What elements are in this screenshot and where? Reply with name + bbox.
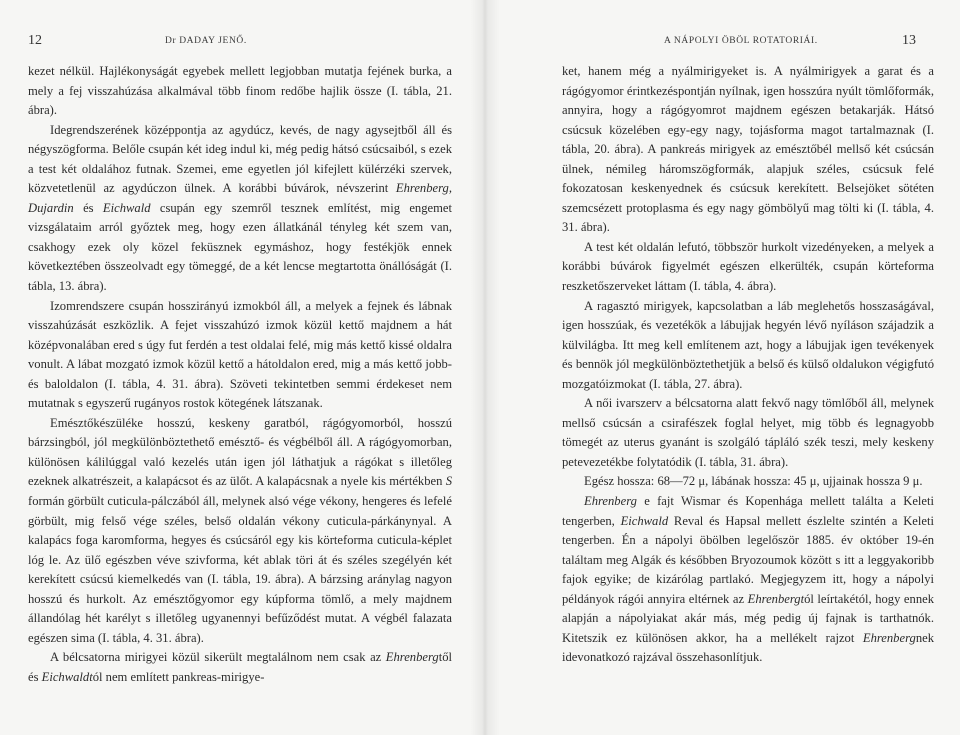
text-run: csupán egy szemről tesznek említést, mig engemet vizsgálataim arról győztek meg, hogy ezen állatkánál tényleg két szem van, csakhogy ezek oly közel feküsznek egymáshoz, hogy festékjök ennek következtében összeolvadt egy tömeggé, de a két lencse megtartotta önállóságát (I. tábla, 13. ábra). [28,200,453,294]
text-run: Idegrendszerének középpontja az agydúcz, kevés, de nagy agysejtből áll és négyszögforma. Belőle csupán két ideg indul ki, még pedig hátsó csúcsaiból, s ezek a test két oldalához futnak. Szemei, eme egyetlen jól kifejlett külérzéki szervek, közvetetlenül az agydúczon ülnek. A korábbi búvárok, névszerint [28,122,452,196]
italic-name: S [445,474,452,489]
text-run: ól nem említett pankreas-mirigye- [92,669,265,684]
running-head: A NÁPOLYI ÖBÖL ROTATORIÁI. [664,36,818,46]
text-run: Izomrendszere csupán hosszirányú izmokból áll, a melyek a fejnek és lábnak visszahúzását eszközlik. A fejet visszahúzó izmok közül kettő majdnem a hát középvonalában ered s úgy fut ferdén a test oldalai felé, mig más kettő kissé oldalra vonult. A lábat mozgató izmok közül kettő a hátoldalon ered, mig a más kettő jobb- és baloldalon (I. tábla, 4. 31. ábra). Szöveti tekintetben semmi érdekeset nem mutatnak s egyszerű rugányos rostok kötegének látszanak. [28,298,452,411]
paragraph [562,492,934,668]
book-gutter [470,0,500,735]
text-run: A női ivarszerv a bélcsatorna alatt fekvő nagy tömlőből áll, melynek mellső csúcsán a csirafészek foglal helyet, mig több és legnagyobb tömegét az uterus gyanánt is szolgáló tápláló szék teszi, mely keskeny petevezetékbe folytatódik (I. tábla, 31. ábra). [562,396,934,469]
paragraph [28,297,452,414]
page-number: 12 [28,33,42,48]
italic-name: Ehrenberg [584,494,637,509]
paragraph [28,648,452,687]
page-number: 13 [902,33,916,48]
paragraph [562,62,934,238]
text-run: Egész hossza: 68—72 μ, lábának hossza: 45 μ, ujjainak hossza 9 μ. [584,474,923,489]
text-run: e fajt Wismar és Kopenhága mellett találta a Keleti tengerben, [562,494,934,528]
text-run: Emésztőkészüléke hosszú, keskeny garatból, rágógyomorból, hosszú bárzsingból, jól megkülönböztethető emésztő- és végbélből áll. A rágógyomorban, különösen kálilúggal való kezelés után igen jól láthatjuk a rágókat s illetőleg ezeknek alkatrészeit, a kalapácsot és az ülőt. A kalapácsnak a nyele kis mértékben [28,415,452,489]
paragraph [562,394,934,472]
italic-name: Eichwald [620,513,669,528]
paragraph [28,62,452,121]
text-run: nek idevonatkozó rajzával összehasonlítjuk. [562,630,934,665]
paragraph [562,297,934,395]
italic-name: Ehrenberg [862,630,916,645]
body-text [562,62,934,668]
text-run: kezet nélkül. Hajlékonyságát egyebek mellett legjobban mutatja fejének burka, a mely a fej visszahúzása alkalmával több finom redőbe hajlik össze (I. tábla, 21. ábra). [28,64,452,118]
text-run: formán görbült cuticula-pálczából áll, melynek alsó vége vékony, hengeres és lefelé görbült, mig felső vége széles, belső oldalán vékony cuticula-párkánynyal. A kalapács foga karomforma, hegyes és csúcsáról egy kis körteforma cuticula-képlet lóg le. Az ülő egészben véve szivforma, két ablak töri át és széles szegélyén két kerekített csúcsú kiemelkedés van (I. tábla, 19. ábra). A bárzsing aránylag nagyon hosszú és hurkolt. Az emésztőgyomor egy kúpforma tömlő, a mely majdnem állandólag hét karélyt s illetőleg ugyanennyi befűződést mutat. A végbél falazata egészen sima (I. tábla, 4. 31. ábra). [28,494,452,645]
running-head: Dr DADAY JENŐ. [165,36,247,46]
paragraph [28,121,452,297]
italic-name: Ehrenbergt [747,591,805,606]
paragraph [562,238,934,297]
italic-name: Ehrenberg [385,650,439,665]
text-run: és [73,200,103,215]
italic-name: Eichwaldt [41,669,93,684]
text-run: ket, hanem még a nyálmirigyeket is. A nyálmirigyek a garat és a rágógyomor érintkezéspontján nyílnak, igen hosszúra nyúlt tömlőformák, annyira, hogy a rágógyomrot majdnem egészen betakarják. Hátsó csúcsuk közelében egy-egy nagy, tojásforma magot tartalmaznak (I. tábla, 20. ábra). A pankreás mirigyek az emésztőbél mellső két csúcsán ülnek, némileg háromszögformák, alapjuk széles, csúcsuk felé fokozatosan keskenyednek és csúcsuk kerekített. Belsejöket sötéten szemcsézett protoplasma és egy nagy gömbölyű mag tölti ki (I. tábla, 4. 31. ábra). [562,64,934,235]
paragraph [28,414,452,649]
right-page [484,0,960,735]
paragraph [562,472,934,492]
body-text [28,62,452,688]
text-run: ól leírtakétól, hogy ennek alapján a nápolyiakat akár más, még pedig új fajnak is tarthatnók. Kitetszik ez különösen akkor, ha a mellékelt rajzot [562,591,935,645]
italic-name: Ehrenberg, Dujardin [28,181,452,215]
italic-name: Eichwald [102,200,151,215]
text-run: A bélcsatorna mirigyei közül sikerült megtalálnom nem csak az [50,650,386,665]
text-run: A test két oldalán lefutó, többször hurkolt vizedényeken, a melyek a korábbi búvárok figyelmét egészen elkerülték, csupán körteforma reszketőszerveket láttam (I. tábla, 4. ábra). [562,239,934,294]
text-run: től és [28,650,452,684]
text-run: Reval és Hapsal mellett észlelte szintén a Keleti tengerben. Én a nápolyi öbölben legelőször 1885. év október 19-én találtam meg Algák és későbben Bryozoumok között s itt a leggyakoribb fajok egyike; de kizárólag partlakó. Megjegyzem itt, hogy a nápolyi példányok rágói annyira eltérnek az [562,513,934,606]
text-run: A ragasztó mirigyek, kapcsolatban a láb meglehetős hosszaságával, igen hosszúak, és vezetékök a lábujjak hegyén lévő nyíláson szájadzik a külvilágba. Itt meg kell említenem azt, hogy a lábujjak igen tevékenyek és bennök jól megkülönböztethetjük a belső és külső oldalukon végigfutó mozgatóizmokat (I. tábla, 27. ábra). [562,298,934,391]
